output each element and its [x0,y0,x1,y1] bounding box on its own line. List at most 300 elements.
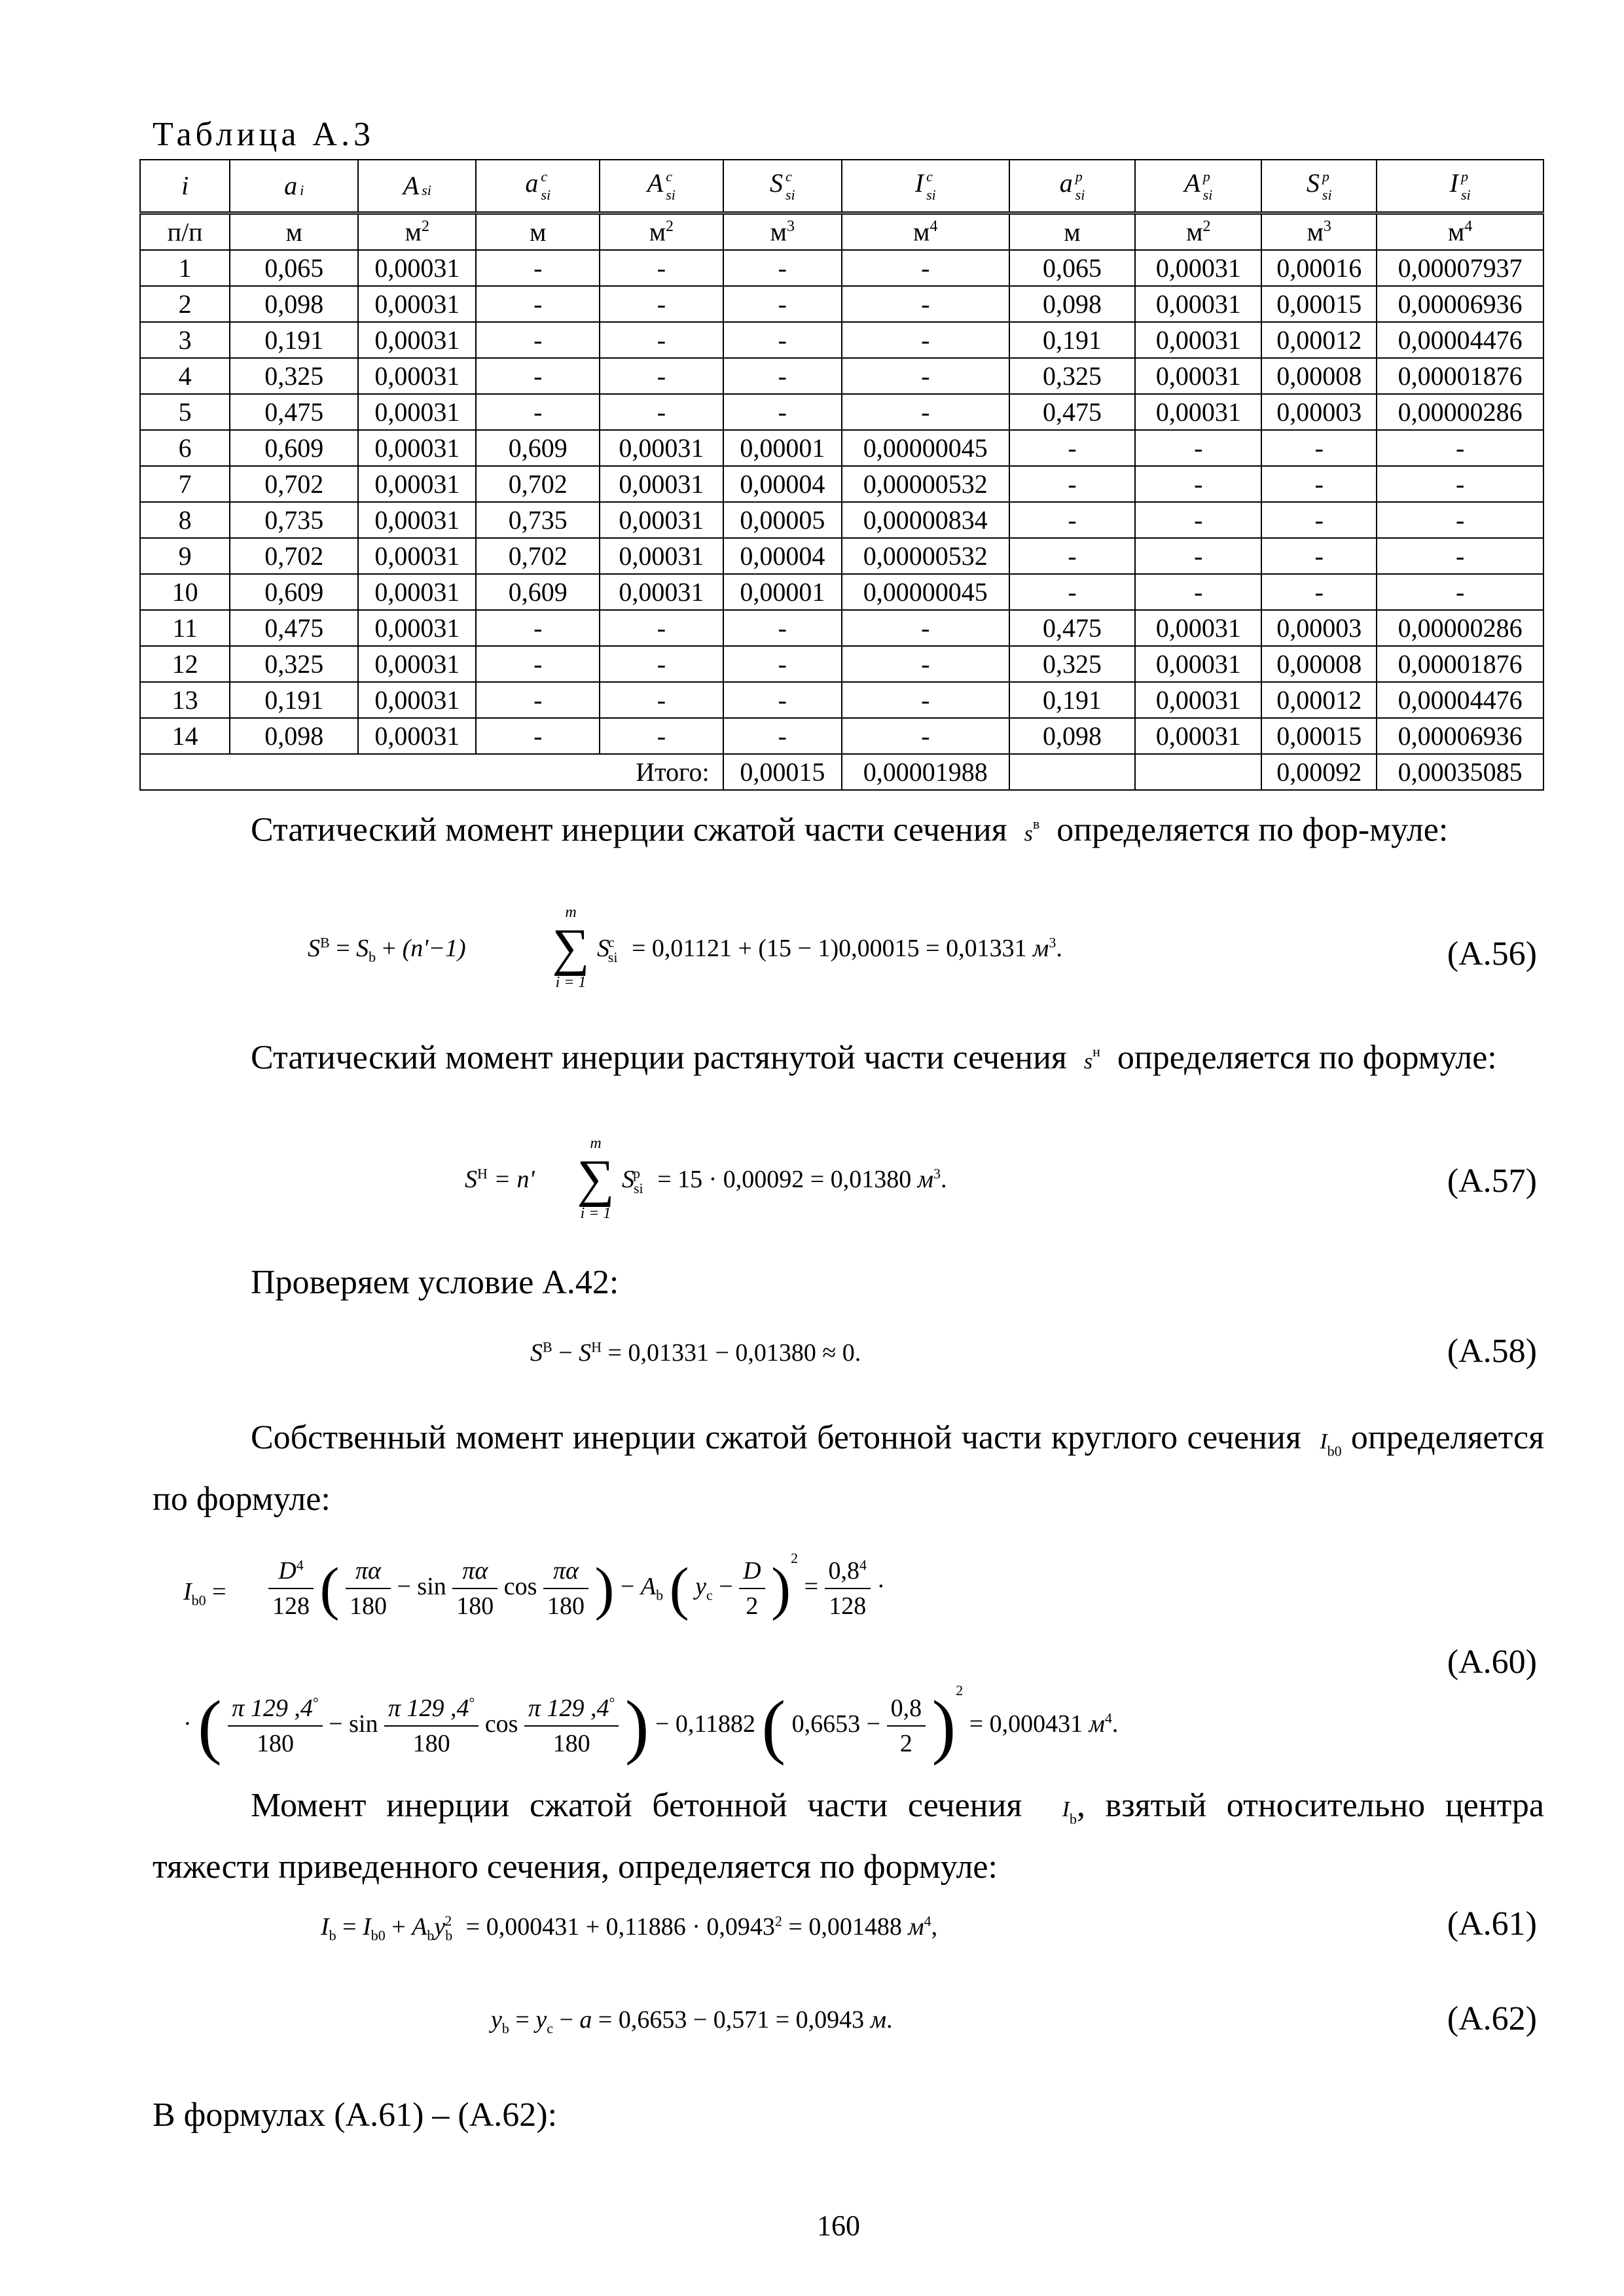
table-cell: 0,00031 [358,610,476,646]
a58-lhs1-sup: B [543,1338,552,1355]
table-cell: - [600,682,723,718]
sum-icon: ∑ [577,1150,615,1208]
table-cell: 0,00001876 [1377,646,1543,682]
a61-calc-sup: 2 [774,1912,782,1929]
table-cell: 0,00031 [600,466,723,502]
table-cell: - [600,250,723,286]
table-row [140,574,1543,610]
table-cell: - [723,286,842,322]
unit-label: м [1064,217,1081,247]
unit-label: м [285,217,302,247]
a57-unit: м [917,1166,933,1193]
header-subscript: i [300,181,304,198]
a57-term-sub: si [634,1179,643,1196]
header-unit-cell [600,213,723,251]
a61-t3-sub: b [445,1927,453,1944]
unit-power: 2 [666,218,674,236]
header-superscript: c [541,168,548,185]
p1-symbol: s [1024,821,1033,846]
table-cell: 0,00008 [1261,646,1377,682]
table-cell: 0,00007937 [1377,250,1543,286]
unit-label: м [1186,217,1203,247]
total-cell [1135,754,1261,790]
paragraph-own-moment [153,1414,1544,1524]
page-number: 160 [817,2210,860,2242]
equation-a57 [465,1135,1316,1229]
a60-lhs-sub: b0 [191,1592,206,1609]
p4-symbol-sub: b0 [1327,1443,1342,1460]
table-cell: 0,475 [1009,610,1136,646]
table-cell: - [1377,502,1543,538]
table-cell: 0,00031 [358,502,476,538]
table-cell: 0,00031 [1135,646,1261,682]
header-unit-cell [723,213,842,251]
table-cell: 0,065 [1009,250,1136,286]
a61-unit: м [908,1913,924,1941]
table-cell: 0,00031 [358,322,476,358]
table-cell: 0,065 [230,250,358,286]
a60-d180-3: 180 [547,1592,585,1621]
table-cell: 0,00006936 [1377,286,1543,322]
a60-result: = 0,000431 [969,1710,1083,1738]
p5-symbol-sub: b [1069,1810,1077,1827]
table-cell: - [1135,574,1261,610]
total-label: Итого: [140,754,723,790]
table-cell: - [600,610,723,646]
a61-result: = 0,001488 [788,1913,902,1941]
table-cell: - [1135,502,1261,538]
header-subscript: si [666,187,676,203]
table-cell: 0,00001 [723,574,842,610]
total-cell: 0,00001988 [842,754,1009,790]
a62-unit: м [870,2006,886,2034]
a60-frac-pa3 [543,1556,588,1621]
p4-text-a: Собственный момент инерции сжатой бетонной части круглого сечения [251,1419,1301,1456]
a61-t1: I [363,1913,371,1941]
equation-number-a62: (А.62) [1447,2000,1537,2037]
header-unit-row [140,213,1543,251]
table-cell: 0,00031 [1135,250,1261,286]
table-cell: - [1377,466,1543,502]
equation-a58 [530,1338,861,1367]
table-cell: - [723,322,842,358]
table-cell: - [723,250,842,286]
table-cell: - [842,610,1009,646]
a60-f1-num: D [278,1557,297,1585]
a61-plus: + [391,1913,406,1941]
table-row [140,538,1543,574]
table-cell: - [476,250,600,286]
equation-number-a56: (А.56) [1447,935,1537,973]
table-cell: 0,00031 [1135,286,1261,322]
table-cell: - [1135,466,1261,502]
table-cell: 13 [140,682,230,718]
header-unit-cell [1377,213,1543,251]
a57-lhs: S [465,1166,477,1193]
table-cell: - [476,610,600,646]
table-cell: - [723,610,842,646]
table-cell: 4 [140,358,230,394]
sum-icon: ∑ [552,919,590,977]
a58-calc: = 0,01331 − 0,01380 ≈ 0. [607,1339,861,1367]
table-cell: 0,00004476 [1377,322,1543,358]
table-row [140,466,1543,502]
table-cell: - [476,286,600,322]
a56-unit: м [1033,935,1049,962]
table-cell: 0,609 [230,430,358,466]
header-unit-cell [358,213,476,251]
a60-sin1: sin [417,1573,446,1600]
table-cell: 0,609 [230,574,358,610]
header-symbol: S [1306,168,1320,198]
table-cell: 0,00031 [358,394,476,430]
table-cell: - [723,718,842,754]
a60-f1-den: 128 [272,1592,310,1621]
table-cell: 8 [140,502,230,538]
header-unit-cell [476,213,600,251]
table-cell: 0,325 [1009,358,1136,394]
paragraph-in-formulas [153,2091,1544,2140]
a56-plus: + [382,935,397,962]
header-subscript: si [785,187,795,203]
table-row [140,430,1543,466]
a60-frac-ang2 [384,1694,478,1758]
a60-f2-num-sup: 4 [859,1556,867,1573]
a60-l2-sin: sin [349,1710,378,1738]
paren-open-icon: ( [761,1685,786,1766]
a60-pa1: πα [355,1557,381,1585]
equation-a60-line2 [183,1676,1427,1774]
table-cell: 0,00031 [358,574,476,610]
a60-lhs: I [183,1578,192,1605]
a60-l2-d180-1: 180 [256,1730,294,1758]
a60-frac-pa1 [346,1556,391,1621]
paren-open-icon: ( [319,1556,340,1621]
equation-number-a58: (А.58) [1447,1333,1537,1370]
header-symbol-cell [1009,160,1136,213]
table-cell: 0,00012 [1261,682,1377,718]
table-cell: 0,00000045 [842,574,1009,610]
p5-text-a: Момент инерции сжатой бетонной части сечения [251,1787,1022,1824]
header-superscript: p [1322,168,1329,185]
a56-term: S [597,935,609,962]
a61-t1-sub: b0 [370,1927,386,1944]
a56-sb-sub: b [369,948,376,965]
table-cell: - [476,646,600,682]
p5-symbol: I [1062,1797,1070,1821]
a62-tail: . [886,2006,893,2034]
table-cell: 0,00031 [358,646,476,682]
a56-sum-bot: i = 1 [555,974,586,991]
total-cell [1009,754,1136,790]
a60-l2-minus1: − [329,1710,343,1738]
a56-factor: (n'−1) [402,935,466,962]
a60-frac-d4 [268,1556,314,1621]
header-symbol-cell [230,160,358,213]
header-symbol-cell [842,160,1009,213]
a56-lhs: S [308,935,320,962]
p2-text-b: определяется по формуле: [1117,1039,1497,1077]
table-row [140,502,1543,538]
table-cell: 5 [140,394,230,430]
header-unit-cell [230,213,358,251]
table-cell: - [1009,430,1136,466]
a60-l2-cos: cos [484,1710,518,1738]
table-cell: - [723,358,842,394]
table-cell: 0,475 [1009,394,1136,430]
header-symbol-cell [723,160,842,213]
header-unit-cell [1261,213,1377,251]
a60-minus1: − [397,1573,411,1600]
unit-power: 3 [1323,218,1331,236]
table-cell: - [1135,538,1261,574]
table-cell: 0,00031 [1135,610,1261,646]
table-cell: 0,00031 [1135,394,1261,430]
table-cell: - [842,718,1009,754]
paragraph-compressed-static-moment [153,800,1544,858]
a58-minus: − [558,1339,573,1367]
table-row [140,322,1543,358]
table-cell: - [1009,574,1136,610]
table-row [140,718,1543,754]
table-cell: - [600,718,723,754]
table-cell: 0,00031 [358,286,476,322]
table-cell: 0,325 [230,358,358,394]
a57-unit-pow: 3 [933,1165,941,1182]
table-cell: - [842,646,1009,682]
p6-text: В формулах (А.61) – (А.62): [153,2096,558,2134]
unit-power: 4 [929,218,938,236]
table-cell: 7 [140,466,230,502]
a60-f1-num-sup: 4 [296,1556,304,1573]
a60-d-den: 2 [746,1592,759,1621]
table-cell: 10 [140,574,230,610]
a62-minus: − [559,2006,573,2034]
table-cell: - [723,394,842,430]
a60-ang2: π 129 ,4 [388,1695,469,1723]
a61-t2: A [412,1913,427,1941]
unit-label: м [649,217,666,247]
a60-frac-d2 [739,1556,765,1621]
a60-l2-d180-3: 180 [552,1730,590,1758]
a56-unit-pow: 3 [1049,934,1056,951]
p5-text-b: , взятый относительно центра тяжести приведенного сечения, определяется по формуле: [153,1787,1545,1886]
table-cell: - [842,250,1009,286]
header-symbol-cell [358,160,476,213]
table-cell: 0,00031 [358,538,476,574]
table-total-row [140,754,1543,790]
a61-unit-pow: 4 [924,1912,931,1929]
equation-number-a57: (А.57) [1447,1162,1537,1200]
table-cell: 0,325 [230,646,358,682]
a60-cos1: cos [503,1573,537,1600]
p3-text: Проверяем условие А.42: [251,1264,619,1301]
a56-calc: = 0,01121 + (15 − 1)0,00015 = 0,01331 [631,935,1027,962]
table-cell: - [1261,538,1377,574]
table-cell: 0,00031 [358,682,476,718]
header-symbol-row [140,160,1543,213]
table-cell: 0,325 [1009,646,1136,682]
a58-lhs2: S [579,1339,592,1367]
a60-ang1: π 129 ,4 [232,1695,313,1723]
header-symbol-cell [140,160,230,213]
table-row [140,358,1543,394]
a60-pa3: πα [552,1557,579,1585]
a60-yc: y [695,1573,706,1600]
header-symbol-cell [476,160,600,213]
a57-mid: = n' [494,1166,535,1193]
a61-t3: y [434,1913,446,1941]
unit-label: м [1447,217,1465,247]
a60-coef: − 0,11882 [655,1710,755,1738]
a60-deg3: ° [609,1694,615,1711]
a60-minus2: − [620,1573,635,1600]
unit-label: м [770,217,787,247]
header-symbol: i [181,171,189,200]
p4-symbol: I [1320,1429,1327,1454]
header-superscript: c [666,168,672,185]
table-cell: 0,00031 [358,430,476,466]
a60-d180-2: 180 [456,1592,494,1621]
header-unit-cell [1009,213,1136,251]
table-caption: Таблица А.3 [153,116,374,153]
a57-term-sup: p [633,1165,640,1182]
table-row [140,610,1543,646]
table-cell: 1 [140,250,230,286]
table-cell: 0,00031 [600,538,723,574]
table-cell: - [1377,430,1543,466]
header-unit-cell [842,213,1009,251]
a60-half-den: 2 [899,1730,912,1758]
a56-term-sub: si [607,948,618,965]
a60-l2-d180-2: 180 [412,1730,450,1758]
unit-label: м [913,217,930,247]
a62-t1: y [535,2006,547,2034]
table-cell: 0,00015 [1261,718,1377,754]
paren-close-icon: ) [931,1685,956,1766]
header-symbol: a [1059,168,1073,198]
table-cell: - [1135,430,1261,466]
header-symbol: A [647,168,664,198]
header-superscript: p [1202,168,1210,185]
a62-lhs: y [491,2006,502,2034]
table-row [140,682,1543,718]
a57-sum-bot: i = 1 [580,1205,611,1222]
a56-term-sup: c [608,934,615,951]
table-row [140,646,1543,682]
a61-tail: , [931,1913,938,1941]
table-cell: 0,00031 [600,574,723,610]
paren-close-icon: ) [594,1556,615,1621]
header-symbol: S [769,168,783,198]
table-cell: 0,00031 [358,358,476,394]
header-unit-cell [1135,213,1261,251]
header-superscript: p [1075,168,1083,185]
table-cell: 0,00000834 [842,502,1009,538]
unit-label: м [1307,217,1324,247]
a56-lhs-sup: B [320,934,330,951]
table-cell: 3 [140,322,230,358]
table-cell: - [600,358,723,394]
table-cell: - [842,394,1009,430]
header-superscript: c [926,168,933,185]
a60-frac-08 [825,1556,871,1621]
p1-symbol-sup: в [1032,816,1040,832]
table-cell: - [723,682,842,718]
table-cell: 0,702 [476,538,600,574]
a56-sum-top: m [565,904,577,921]
header-subscript: si [541,187,551,203]
table-cell: 0,00003 [1261,394,1377,430]
table-cell: 0,00004476 [1377,682,1543,718]
total-cell: 0,00092 [1261,754,1377,790]
table-cell: 12 [140,646,230,682]
table-cell: - [842,682,1009,718]
header-symbol: I [914,168,924,198]
table-cell: 2 [140,286,230,322]
header-symbol: a [525,168,539,198]
table-cell: 0,098 [1009,286,1136,322]
p1-text-b: определяется по фор-муле: [1056,811,1449,849]
table-cell: - [842,322,1009,358]
table-cell: 0,00003 [1261,610,1377,646]
a60-frac-half [887,1694,926,1758]
a62-lhs-sub: b [501,2020,509,2037]
table-cell: - [600,646,723,682]
a60-l2-lead: · [183,1710,192,1738]
paragraph-check-condition [153,1259,1544,1307]
table-cell: - [476,322,600,358]
table-cell: - [600,286,723,322]
header-subscript: si [1202,187,1213,203]
a60-val: 0,6653 [791,1710,861,1738]
total-cell: 0,00035085 [1377,754,1543,790]
a62-eq: = [515,2006,530,2034]
table-cell: 11 [140,610,230,646]
table-cell: - [1261,502,1377,538]
header-symbol-cell [600,160,723,213]
a61-t2-sub: b [427,1927,435,1944]
a57-tail: . [940,1166,947,1193]
table-cell: 0,609 [476,574,600,610]
table-cell: 0,00031 [600,502,723,538]
a57-sum-top: m [590,1135,602,1152]
table-cell: 0,00001876 [1377,358,1543,394]
table-cell: - [1009,538,1136,574]
table-cell: 0,00004 [723,538,842,574]
table-cell: 0,00015 [1261,286,1377,322]
table-cell: - [1261,574,1377,610]
table-cell: - [476,682,600,718]
header-symbol: a [284,171,298,200]
table-cell: 0,00001 [723,430,842,466]
unit-power: 3 [786,218,795,236]
unit-power: 4 [1464,218,1473,236]
table-cell: - [1377,574,1543,610]
table-cell: 0,702 [230,466,358,502]
table-cell: - [842,358,1009,394]
table-row [140,394,1543,430]
table-body [140,160,1543,790]
table-cell: 0,00000532 [842,538,1009,574]
table-cell: 0,00016 [1261,250,1377,286]
a56-eq: = [336,935,350,962]
a60-frac-ang3 [524,1694,619,1758]
a60-l2-minus2: − [866,1710,881,1738]
paren-close-icon: ) [624,1685,649,1766]
unit-power: 2 [421,218,429,236]
a60-f2-den: 128 [829,1592,867,1621]
